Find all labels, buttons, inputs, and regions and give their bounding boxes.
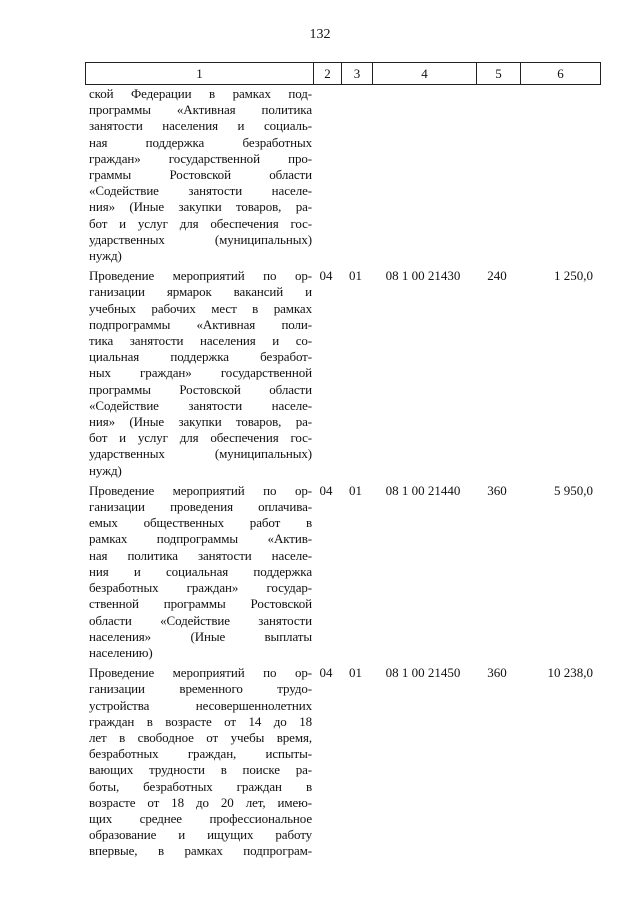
row-section: 04 xyxy=(319,482,333,498)
header-col-1: 1 xyxy=(196,66,203,81)
header-col-6: 6 xyxy=(520,63,600,84)
row-description: Проведение мероприятий по ор- ганизации временного трудо- устройства несовершеннолетних граждан в возрасте от 14 до 18 лет в свободное от учебы время, безработных граждан, испыты- вающих трудности в поиске ра- боты, безработных граждан в возрасте от 18 до 20 лет, имею- щих среднее профессиональное образование и ищущих работу впервые, в рамках подпрограм- xyxy=(89,665,312,859)
row-subsection: 01 xyxy=(349,482,362,498)
row-target-code: 08 1 00 21430 xyxy=(385,268,461,284)
row-target-code: 08 1 00 21450 xyxy=(385,665,461,681)
row-section: 04 xyxy=(319,268,333,284)
table-row xyxy=(85,483,599,661)
row-amount: 5 950,0 xyxy=(554,482,593,498)
row-expense-type: 360 xyxy=(487,482,507,498)
header-col-5: 5 xyxy=(476,63,520,84)
header-col-2: 2 xyxy=(313,63,341,84)
header-col-4: 4 xyxy=(372,63,476,84)
row-section: 04 xyxy=(319,665,333,681)
table-row xyxy=(85,268,599,479)
row-description: Проведение мероприятий по ор- ганизации ярмарок вакансий и учебных рабочих мест в рамках подпрограммы «Активная поли- тика занятости населения и со- циальная поддержка безработ- ных граждан» государственной программы Ростовской области «Содействие занятости населе- ния» (Иные закупки товаров, ра- бот и услуг для обеспечения гос- ударственных (муниципальных) нужд) xyxy=(89,268,312,478)
row-description: ской Федерации в рамках под- программы «Активная политика занятости населения и социаль- ная поддержка безработных граждан» государственной про- граммы Ростовской области «Содействие занятости населе- ния» (Иные закупки товаров, ра- бот и услуг для обеспечения гос- ударственных (муниципальных) нужд) xyxy=(89,86,312,264)
row-amount: 1 250,0 xyxy=(554,268,593,284)
table-header xyxy=(85,62,601,85)
row-subsection: 01 xyxy=(349,268,362,284)
row-target-code: 08 1 00 21440 xyxy=(385,482,461,498)
page-number: 132 xyxy=(309,27,331,42)
table-body xyxy=(85,86,599,864)
row-amount: 10 238,0 xyxy=(547,665,593,681)
row-subsection: 01 xyxy=(349,665,362,681)
table-row xyxy=(85,665,599,859)
row-expense-type: 360 xyxy=(487,665,507,681)
table-row xyxy=(85,86,599,264)
row-expense-type: 240 xyxy=(487,268,507,284)
row-description: Проведение мероприятий по ор- ганизации проведения оплачива- емых общественных работ в рамках подпрограммы «Актив- ная политика занятости населе- ния и социальная поддержка безработных граждан» государ- ственной программы Ростовской области «Содействие занятости населения» (Иные выплаты населению) xyxy=(89,482,312,660)
header-col-3: 3 xyxy=(341,63,372,84)
